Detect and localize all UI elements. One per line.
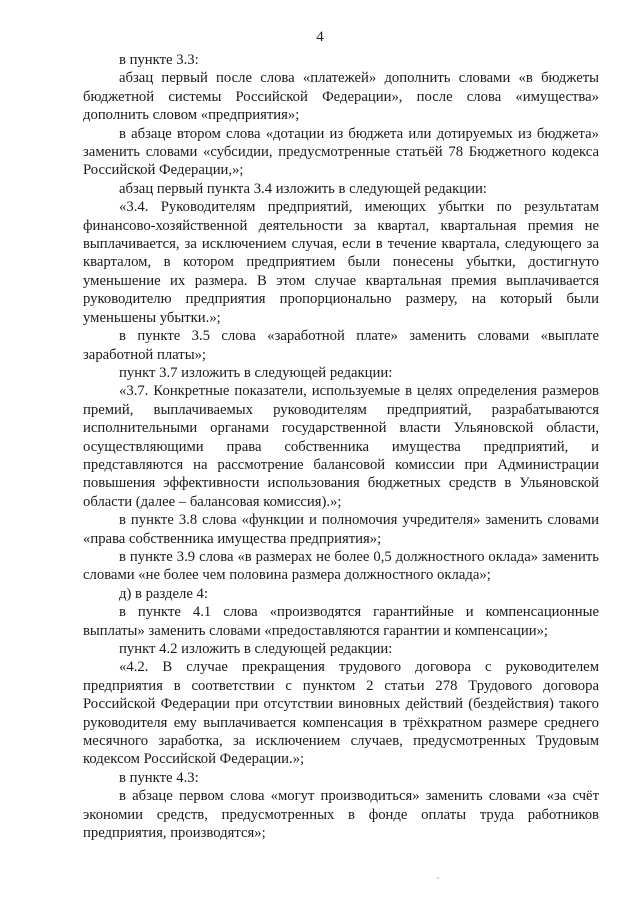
paragraph-4: абзац первый пункта 3.4 изложить в следующей редакции: [119,180,487,197]
paragraph-3: в абзаце втором слова «дотации из бюджета или дотируемых из бюджета» заменить словами «субсидии, предусмотренные статьёй 78 Бюджетного кодекса Российской Федерации,»; [83,125,599,179]
scan-speck [437,877,439,879]
paragraph-6: в пункте 3.5 слова «заработной плате» заменить словами «выплате заработной платы»; [83,328,599,363]
paragraph-10: в пункте 3.9 слова «в размерах не более 0,5 должностного оклада» заменить словами «не более чем половина размера должностного оклада»; [83,548,599,584]
paragraph-1: в пункте 3.3: [119,52,199,68]
paragraph-7: пункт 3.7 изложить в следующей редакции: [119,364,393,381]
paragraph-9: в пункте 3.8 слова «функции и полномочия учредителя» заменить словами «права собственника имущества предприятия»; [83,512,599,547]
page-number: 4 [316,29,324,45]
paragraph-11: д) в разделе 4: [119,585,208,602]
paragraph-12: в пункте 4.1 слова «производятся гарантийные и компенсационные выплаты» заменить словами «предоставляются гарантии и компенсации»; [83,604,599,639]
paragraph-14: «4.2. В случае прекращения трудового договора с руководителем предприятия в соответствии с пунктом 2 статьи 278 Трудового договора Российской Федерации при отсутствии виновных действий (бездействия) такого руководителя ему выплачивается компенсация в трёхкратном размере среднего месячного заработка, за исключением случаев, предусмотренных Трудовым кодексом Российской Федерации.»; [83,659,599,768]
paragraph-5: «3.4. Руководителям предприятий, имеющих убытки по результатам финансово-хозяйственной деятельности за квартал, квартальная премия не выплачивается, за исключением случая, если в течение квартала, следующего за кварталом, в котором предприятием были понесены убытки, достигнуто уменьшение их размера. В этом случае квартальная премия выплачивается руководителю предприятия пропорционально размеру, на который были уменьшены убытки.»; [83,199,599,326]
paragraph-2: абзац первый после слова «платежей» дополнить словами «в бюджеты бюджетной системы Российской Федерации», после слова «имущества» дополнить словом «предприятия»; [83,70,599,124]
paragraph-13: пункт 4.2 изложить в следующей редакции: [119,641,393,657]
paragraph-16: в абзаце первом слова «могут производиться» заменить словами «за счёт экономии средств, предусмотренных в фонде оплаты труда работников предприятия, производятся»; [83,788,599,842]
document-body [83,51,599,842]
paragraph-8: «3.7. Конкретные показатели, используемые в целях определения размеров премий, выплачиваемых руководителям предприятий, разрабатываются исполнительными органами государственной власти Ульяновской области, осуществляющими права собственника имущества предприятий, и представляются на рассмотрение балансовой комиссии при Администрации повышения эффективности использования бюджетных средств в Ульяновской области (далее – балансовая комиссия).»; [83,383,599,510]
paragraph-15: в пункте 4.3: [119,769,199,786]
